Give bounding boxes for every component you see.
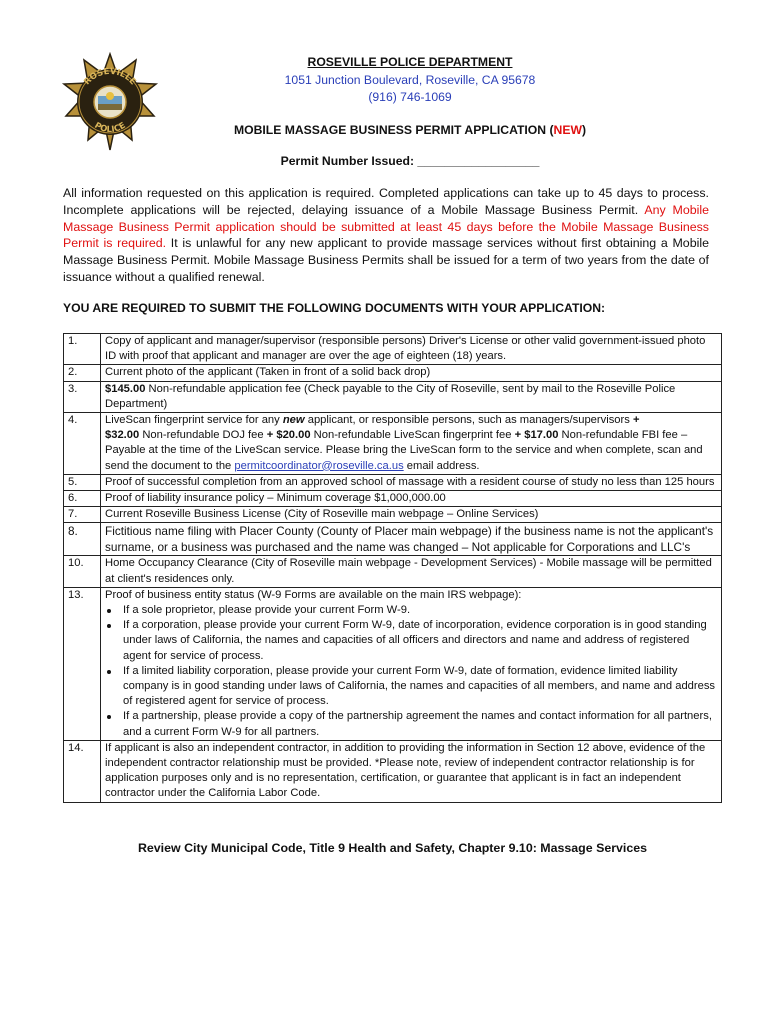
org-address: 1051 Junction Boulevard, Roseville, CA 95678	[284, 73, 536, 87]
table-row: 1. Copy of applicant and manager/supervisor (responsible persons) Driver's License or other valid government-issued photo ID with proof that applicant and manager are over the age of eighteen (18) years.	[64, 334, 722, 365]
badge-bottom-text: POLICE	[92, 120, 128, 136]
table-row: 10. Home Occupancy Clearance (City of Roseville main webpage - Development Services) - Mobile massage will be permitted at client's residences only.	[64, 556, 722, 587]
table-row: 8. Fictitious name filing with Placer County (County of Placer main webpage) if the business name is not the applicant's surname, or a business was purchased and the name was changed – Not applicable for Corporations and LLC's	[64, 523, 722, 556]
org-phone: (916) 746-1069	[368, 90, 452, 104]
table-row: 6. Proof of liability insurance policy – Minimum coverage $1,000,000.00	[64, 491, 722, 507]
table-row: 14. If applicant is also an independent contractor, in addition to providing the information in Section 12 above, evidence of the independent contractor relationship must be provided. *Please note, review of independent contractor relationship is for application purposes only and is no representation, certification, or guarantee that applicant is in fact an independent contractor under the California Labor Code.	[64, 740, 722, 802]
permit-number-field: Permit Number Issued: __________________	[280, 154, 540, 168]
bullet-icon	[107, 715, 111, 719]
required-documents-heading: YOU ARE REQUIRED TO SUBMIT THE FOLLOWING DOCUMENTS WITH YOUR APPLICATION:	[63, 301, 606, 315]
intro-paragraph: All information requested on this application is required. Completed applications can take up to 45 days to process. Incomplete applications will be rejected, delaying issuance of a Mobile Massage Business Permit. Any Mobile Massage Business Permit application should be submitted at least 45 days before the Mobile Massage Business Permit is required. It is unlawful for any new applicant to provide massage services without first obtaining a Mobile Massage Business Permit. Mobile Massage Business Permits shall be issued for a term of two years from the date of issuance without a qualified renewal.	[63, 186, 709, 284]
list-item: If a corporation, please provide your current Form W-9, date of incorporation, evidence corporation is in good standing under laws of California, the names and capacities of all officers and directors and name and address of registered agent for service of process.	[105, 618, 717, 664]
table-row: 2. Current photo of the applicant (Taken in front of a solid back drop)	[64, 365, 722, 381]
permit-coordinator-email-link[interactable]: permitcoordinator@roseville.ca.us	[234, 459, 404, 472]
municipal-code-note: Review City Municipal Code, Title 9 Health and Safety, Chapter 9.10: Massage Services	[137, 841, 648, 855]
table-row: 13. Proof of business entity status (W-9 Forms are available on the main IRS webpage): If a sole proprietor, please provide your current Form W-9. If a corporation, please provide your current Form W-9, date of incorporation, evidence corporation is in good standing under laws of California, the names and capacities of all officers and directors and name and address of registered agent for service of process. If a limited liability corporation, please provide your current Form W-9, date of formation, evidence limited liability company is in good standing under laws of California, the names and capacities of all members, and name and address of registered agent for service of process. If a partnership, please provide a copy of the partnership agreement the names and contact information for all partners, and a current Form W-9 for all partners.	[64, 587, 722, 740]
list-item: If a sole proprietor, please provide your current Form W-9.	[105, 603, 717, 618]
list-item: If a limited liability corporation, please provide your current Form W-9, date of formation, evidence limited liability company is in good standing under laws of California, the names and capacities of all members, and name and address of registered agent for service of process.	[105, 664, 717, 710]
intro-warning: Any Mobile Massage Business Permit application should be submitted at least 45 days before the Mobile Massage Business Permit is required.	[63, 202, 709, 251]
badge-top-text: ROSEVILLE	[82, 66, 138, 88]
bullet-icon	[107, 670, 111, 674]
form-title: MOBILE MASSAGE BUSINESS PERMIT APPLICATION (NEW)	[233, 123, 587, 137]
bullet-icon	[107, 609, 111, 613]
documents-table	[63, 333, 722, 803]
table-row: 7. Current Roseville Business License (City of Roseville main webpage – Online Services)	[64, 507, 722, 523]
table-row: 5. Proof of successful completion from an approved school of massage with a resident course of study no less than 125 hours	[64, 474, 722, 490]
table-row: 3. $145.00 Non-refundable application fee (Check payable to the City of Roseville, sent by mail to the Roseville Police Department)	[64, 381, 722, 412]
police-badge-logo	[60, 52, 160, 152]
table-row: 4. LiveScan fingerprint service for any new applicant, or responsible persons, such as managers/supervisors + $32.00 Non-refundable DOJ fee + $20.00 Non-refundable LiveScan fingerprint fee + $17.00 Non-refundable FBI fee – Payable at the time of the LiveScan service. Please bring the LiveScan form to the service and when complete, scan and send the document to the permitcoordinator@roseville.ca.us email address.	[64, 413, 722, 475]
list-item: If a partnership, please provide a copy of the partnership agreement the names and contact information for all partners, and a current Form W-9 for all partners.	[105, 709, 717, 739]
org-name: ROSEVILLE POLICE DEPARTMENT	[307, 55, 513, 69]
bullet-icon	[107, 624, 111, 628]
new-label: NEW	[553, 123, 582, 137]
